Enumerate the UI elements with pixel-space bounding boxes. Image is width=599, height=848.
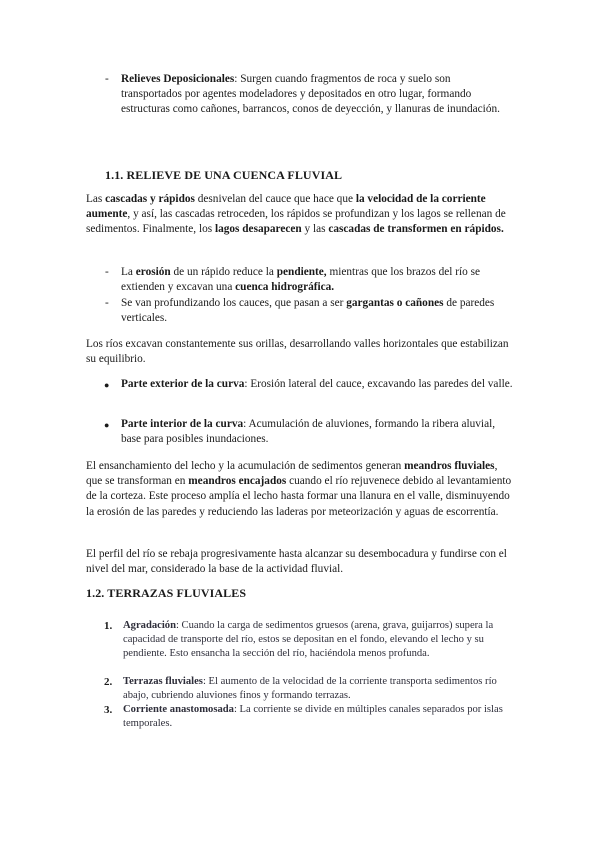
numbered-item-anastomosada <box>123 703 518 731</box>
section-heading-relieve: 1.1. RELIEVE DE UNA CUENCA FLUVIAL <box>105 168 343 182</box>
term-text: : Surgen cuando fragmentos de roca y suelo son transportados por agentes modeladores y depositados en otro lugar, formando estructuras como cañones, barrancos, conos de deyección, y llanuras de inundación. <box>121 73 500 116</box>
bullet-item-interior <box>121 417 516 447</box>
term-text: : Acumulación de aluviones, formando la ribera aluvial, base para posibles inundaciones. <box>121 418 496 446</box>
text-run: cuando el río rejuvenece debido al levantamiento de la corteza. Este proceso amplía el lecho hasta formar una llanura en el valle, disminuyendo la erosión de las paredes y reduciendo las laderas por meteorización y aguas de escorrentía. <box>86 475 512 518</box>
bold-run: pendiente, <box>276 266 327 278</box>
bullet-marker: ● <box>104 380 110 390</box>
text-run: La <box>121 266 136 278</box>
bold-run: meandros encajados <box>188 475 287 488</box>
text-run: mientras que los brazos del río se extienden y excavan una <box>121 266 481 294</box>
term-text: : El aumento de la velocidad de la corriente transporta sedimentos río abajo, cubriendo aluviones finos y formando terrazas. <box>123 676 497 701</box>
bold-run: cascadas y rápidos <box>105 193 195 205</box>
list-number: 1. <box>104 620 113 632</box>
list-dash: - <box>105 266 109 278</box>
list-item-cauces <box>121 296 516 326</box>
text-run: y las <box>301 223 329 236</box>
list-dash: - <box>105 297 109 309</box>
list-number: 2. <box>104 676 113 688</box>
term-label: Parte exterior de la curva <box>121 378 245 390</box>
term-text: : Cuando la carga de sedimentos gruesos (arena, grava, guijarros) supera la capacidad de transporte del río, estos se depositan en el fondo, elevando el lecho y su pendiente. Esto ensancha la sección del río, haciéndola menos profunda. <box>123 620 494 659</box>
term-label: Relieves Deposicionales <box>121 73 235 85</box>
paragraph-orillas: Los ríos excavan constantemente sus orillas, desarrollando valles horizontales que estabilizan su equilibrio. <box>86 338 509 366</box>
term-text: : La corriente se divide en múltiples canales separados por islas temporales. <box>123 704 503 729</box>
text-run: Se van profundizando los cauces, que pasan a ser <box>121 297 347 309</box>
list-dash: - <box>105 73 109 85</box>
text-run: de un rápido reduce la <box>170 266 277 278</box>
numbered-item-terrazas <box>123 675 518 703</box>
term-label: Parte interior de la curva <box>121 418 244 430</box>
numbered-item-agradacion <box>123 619 523 661</box>
text-run: , y así, las cascadas retroceden, los rápidos se profundizan y los lagos se rellenan de sedimentos. Finalmente, los <box>86 208 506 236</box>
list-item-erosion <box>121 265 516 295</box>
paragraph-perfil: El perfil del río se rebaja progresivamente hasta alcanzar su desembocadura y fundirse con el nivel del mar, considerado la base de la actividad fluvial. <box>86 548 507 576</box>
bold-run: la velocidad de la corriente aumente <box>86 193 486 221</box>
bold-run: cuenca hidrográfica. <box>235 281 335 294</box>
bullet-marker: ● <box>104 420 110 430</box>
term-label: Agradación <box>123 620 176 631</box>
text-run: , que se transforman en <box>86 460 498 488</box>
term-label: Corriente anastomosada <box>123 704 234 715</box>
term-text: : Erosión lateral del cauce, excavando las paredes del valle. <box>244 378 513 390</box>
text-run: desnivelan del cauce que hace que <box>194 193 356 205</box>
bold-run: lagos desaparecen <box>214 223 302 236</box>
term-label: Terrazas fluviales <box>123 676 203 687</box>
paragraph-meandros <box>86 459 516 520</box>
list-number: 3. <box>104 704 113 716</box>
list-item-relieves-deposicionales <box>121 72 513 118</box>
text-run: de paredes verticales. <box>121 297 495 325</box>
text-run: El ensanchamiento del lecho y la acumulación de sedimentos generan <box>86 460 405 472</box>
section-heading-terrazas: 1.2. TERRAZAS FLUVIALES <box>86 586 247 600</box>
bold-run: meandros fluviales <box>404 460 495 472</box>
bullet-item-exterior <box>121 377 521 392</box>
bold-run: cascadas de transformen en rápidos. <box>328 223 504 236</box>
bold-run: gargantas o cañones <box>346 297 444 309</box>
text-run: Las <box>86 193 106 205</box>
bold-run: erosión <box>135 266 171 278</box>
paragraph-cascadas <box>86 192 516 238</box>
